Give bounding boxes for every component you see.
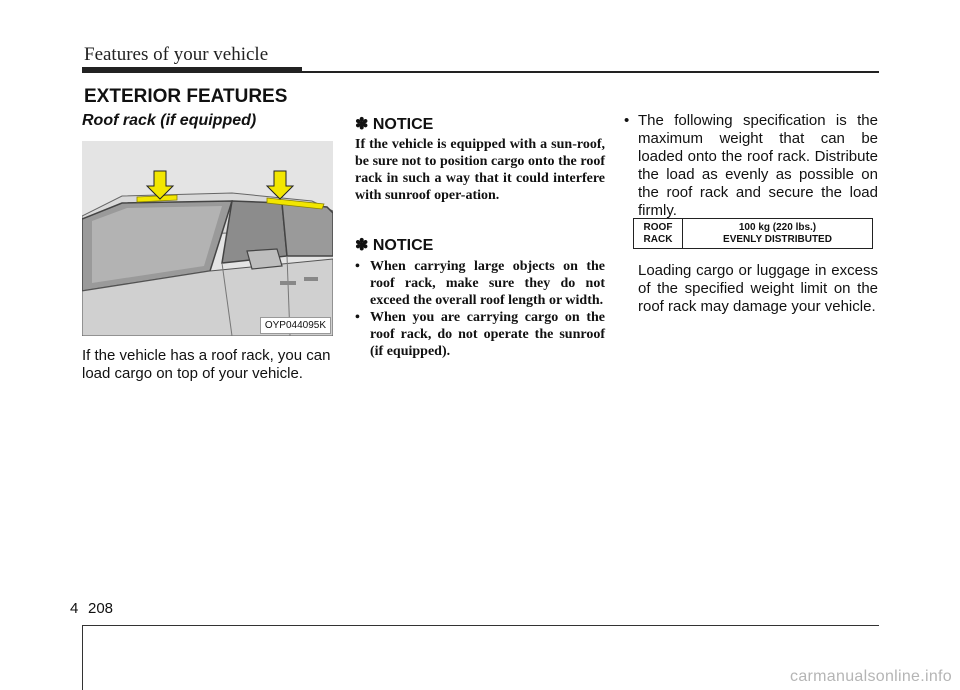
spec-warning: Loading cargo or luggage in excess of the specified weight limit on the roof rack may damage your vehicle. (638, 262, 878, 315)
section-title: EXTERIOR FEATURES (84, 86, 288, 107)
spec-table-value (683, 219, 873, 249)
spec-value-line: EVENLY DISTRIBUTED (723, 233, 832, 245)
chapter-number: 4 (70, 600, 79, 617)
spec-table (633, 218, 873, 249)
spec-value-line: 100 kg (220 lbs.) (738, 221, 817, 233)
bullet: • (355, 310, 360, 325)
footer-rule (82, 625, 879, 626)
roof-rack-text: If the vehicle has a roof rack, you can load cargo on top of your vehicle. (82, 347, 331, 382)
watermark: carmanualsonline.info (790, 668, 952, 685)
list-item-text: When carrying large objects on the roof rack, make sure they do not exceed the overall roof length or width. (370, 259, 605, 308)
notice-text: If the vehicle is equipped with a sun-roof, be sure not to position cargo onto the roof rack in such a way that it could interfere with sunroof oper-ation. (355, 137, 605, 203)
spec-intro (624, 112, 878, 220)
roof-rack-figure (82, 141, 333, 336)
spec-key-line: RACK (643, 233, 673, 245)
vehicle-illustration (82, 141, 333, 336)
bullet: • (624, 112, 630, 129)
roof-rack-heading: Roof rack (if equipped) (82, 112, 257, 129)
list-item (355, 309, 605, 360)
footer-divider (82, 625, 83, 690)
list-item (355, 258, 605, 309)
notice-title: ✽ NOTICE (355, 116, 434, 133)
spec-intro-text: The following specification is the maximum weight that can be loaded onto the roof rack. Distribute the load as evenly as possible on the roof rack and secure the load firmly. (638, 112, 878, 219)
bullet: • (355, 259, 360, 274)
header-title: Features of your vehicle (84, 44, 269, 65)
page-number: 208 (88, 600, 114, 617)
spec-key-line: ROOF (643, 221, 673, 233)
list-item-text: When you are carrying cargo on the roof rack, do not operate the sunroof (if equipped). (370, 310, 605, 359)
spec-table-key (634, 219, 683, 249)
notice-title: ✽ NOTICE (355, 237, 434, 254)
figure-code: OYP044095K (260, 317, 331, 334)
notice-list (355, 258, 605, 360)
header-rule (82, 71, 879, 73)
